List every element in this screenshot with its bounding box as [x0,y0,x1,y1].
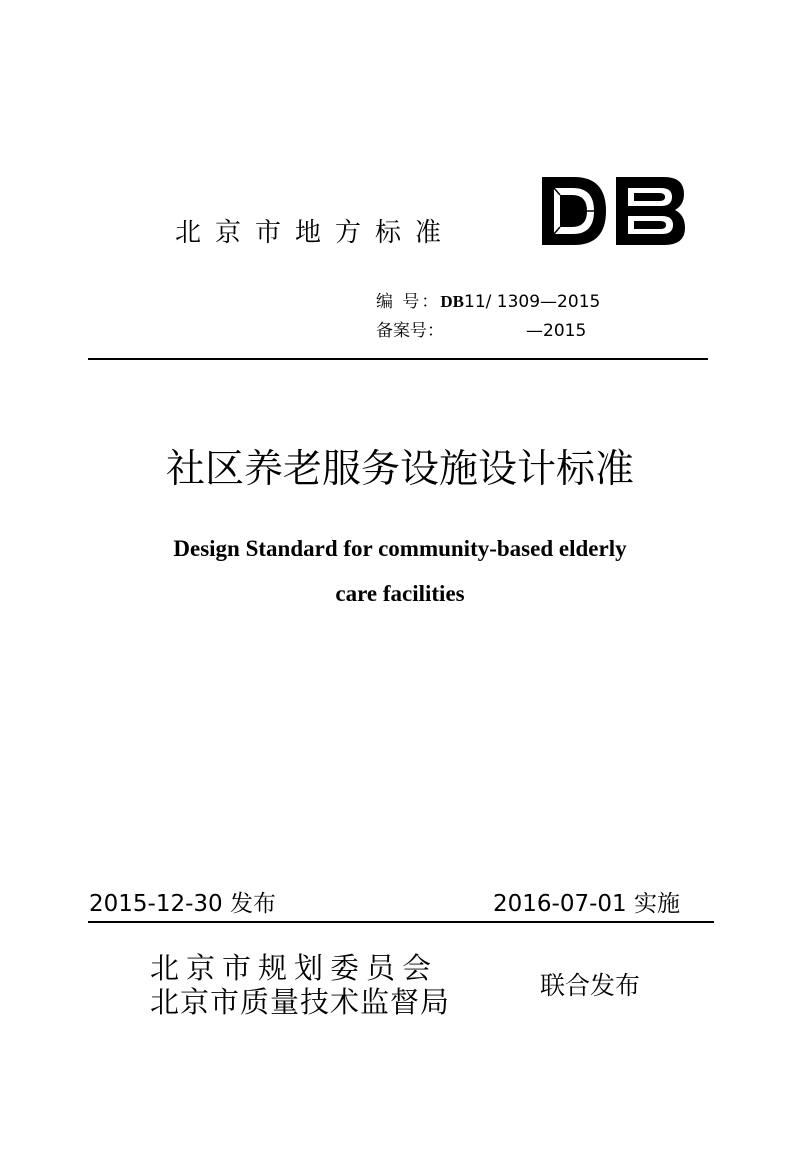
issue-date: 2015-12-30 发布 [89,891,276,917]
filing-number-value: —2015 [526,321,587,341]
title-english-line2: care facilities [335,581,465,606]
joint-issue-label: 联合发布 [540,971,641,1000]
filing-number-row [376,316,586,341]
db-logo-icon [540,175,686,247]
issuer-line2: 北京市质量技术监督局 [150,985,451,1019]
title-english-line1: Design Standard for community-based elderly [173,536,627,561]
issuer-line1: 北京市规划委员会 [150,951,439,985]
standard-number-prefix: DB [440,292,465,311]
title-chinese: 社区养老服务设施设计标准 [165,447,634,492]
implement-date: 2016-07-01 实施 [493,891,680,917]
standard-number-label: 编 号： [376,292,441,312]
bottom-divider [88,921,714,923]
standard-number-row [376,287,600,312]
standard-type-label: 北京市地方标准 [175,218,456,248]
filing-number-label: 备案号： [376,321,444,341]
top-divider [88,358,708,360]
standard-number-value: 11/ 1309—2015 [464,292,601,312]
